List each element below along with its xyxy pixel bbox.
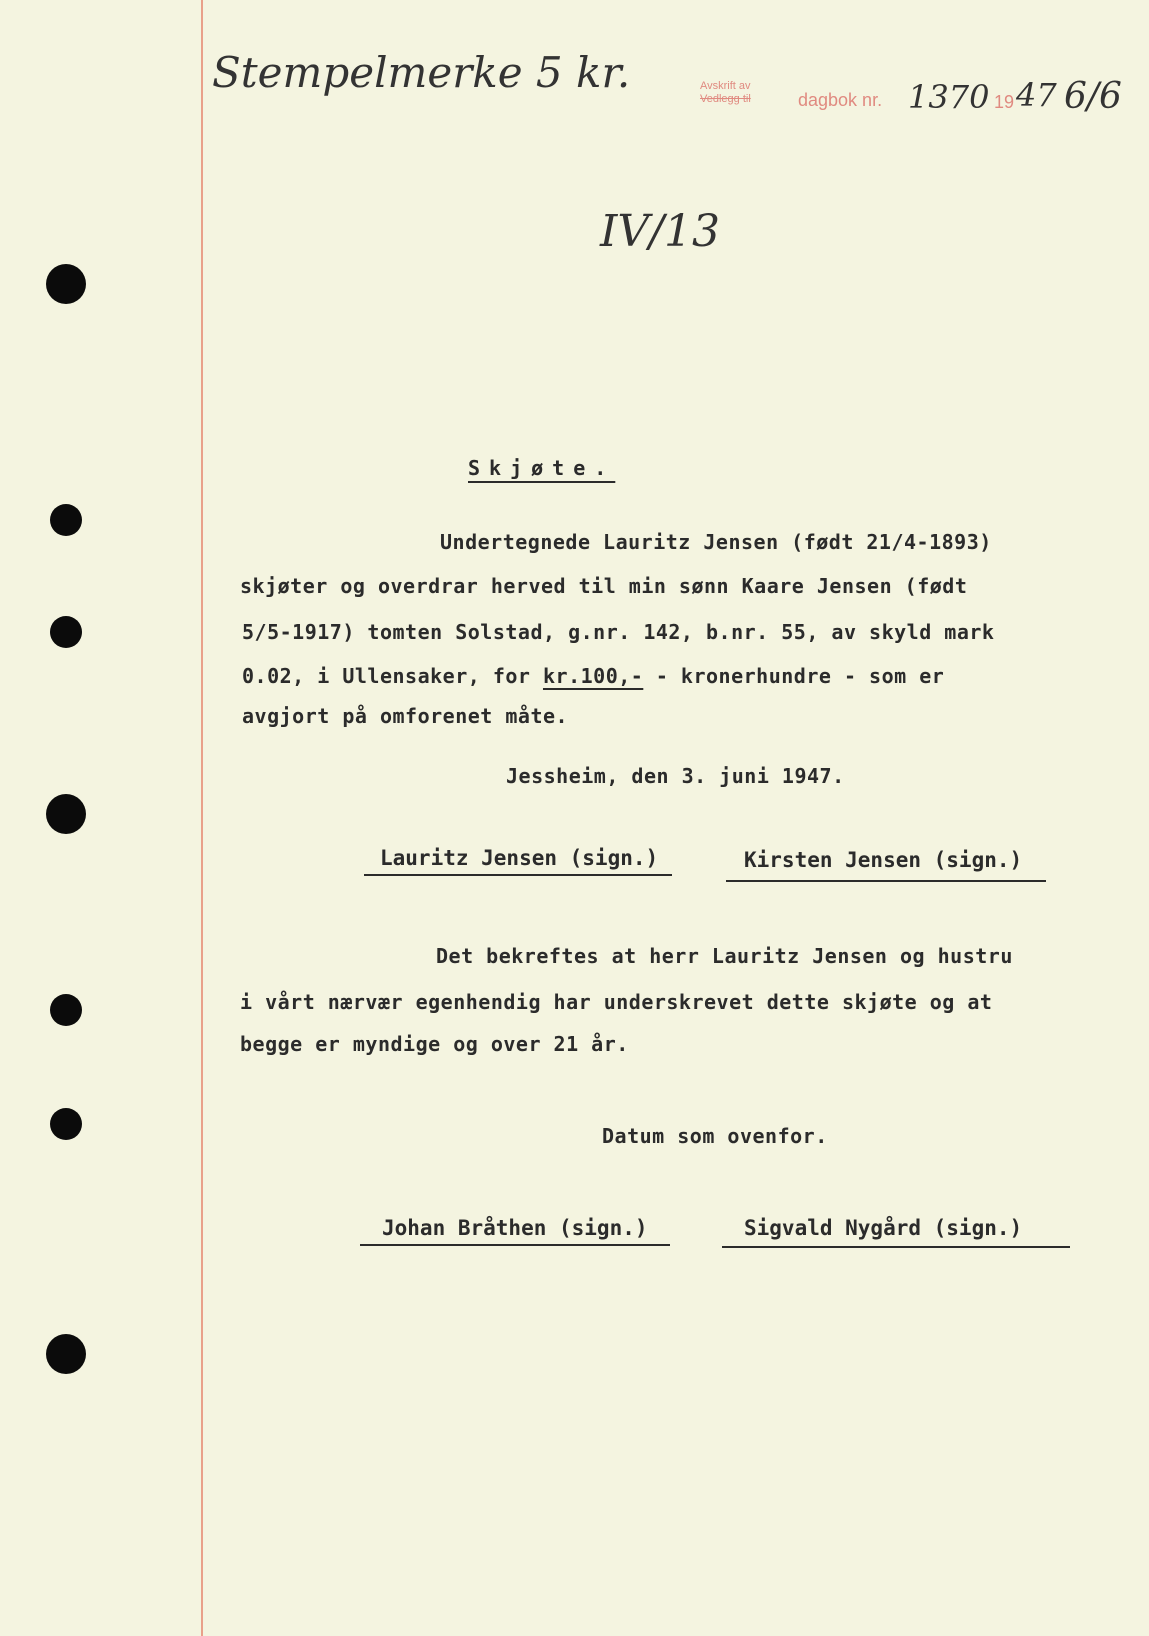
paragraph-1-line-2: skjøter og overdrar herved til min sønn Kaare Jensen (født bbox=[240, 574, 968, 598]
paragraph-2-line-2: i vårt nærvær egenhendig har underskrevet dette skjøte og at bbox=[240, 990, 993, 1014]
margin-line bbox=[201, 0, 203, 1636]
stamp-avskrift bbox=[700, 80, 751, 106]
annotation-roman: IV/13 bbox=[600, 206, 720, 257]
year-suffix: 47 bbox=[1016, 76, 1057, 114]
stamp-dagbok-label: dagbok nr. bbox=[798, 90, 883, 110]
signature-kirsten: Kirsten Jensen (sign.) bbox=[744, 848, 1023, 872]
signature-line bbox=[726, 880, 1046, 882]
line-4-start: 0.02, i Ullensaker, for bbox=[242, 664, 543, 688]
paragraph-1-line-1: Undertegnede Lauritz Jensen (født 21/4-1893) bbox=[440, 530, 992, 554]
punch-hole bbox=[50, 1108, 82, 1140]
punch-hole bbox=[46, 264, 86, 304]
datum-note: Datum som ovenfor. bbox=[602, 1124, 828, 1148]
paragraph-1-line-3: 5/5-1917) tomten Solstad, g.nr. 142, b.nr. 55, av skyld mark bbox=[242, 620, 995, 644]
signature-line bbox=[360, 1244, 670, 1246]
signature-sigvald: Sigvald Nygård (sign.) bbox=[744, 1216, 1023, 1240]
punch-hole bbox=[50, 616, 82, 648]
punch-hole bbox=[46, 794, 86, 834]
punch-hole bbox=[50, 504, 82, 536]
paragraph-2-line-1: Det bekreftes at herr Lauritz Jensen og hustru bbox=[436, 944, 1013, 968]
place-date: Jessheim, den 3. juni 1947. bbox=[506, 764, 845, 788]
paragraph-1-line-4 bbox=[242, 664, 944, 688]
stamp-year-prefix: 19 bbox=[994, 92, 1015, 112]
punch-hole bbox=[46, 1334, 86, 1374]
paragraph-2-line-3: begge er myndige og over 21 år. bbox=[240, 1032, 629, 1056]
signature-line bbox=[722, 1246, 1070, 1248]
stamp-line-2: Vedlegg til bbox=[700, 93, 751, 105]
handwritten-date: 6/6 bbox=[1064, 76, 1122, 117]
document-title: Skjøte. bbox=[468, 456, 616, 480]
paragraph-1-line-5: avgjort på omforenet måte. bbox=[242, 704, 569, 728]
punch-hole bbox=[50, 994, 82, 1026]
stamp-line-1: Avskrift av bbox=[700, 80, 751, 92]
signature-line bbox=[364, 874, 672, 876]
dagbok-number: 1370 bbox=[908, 78, 990, 116]
line-4-end: - kronerhundre - som er bbox=[643, 664, 945, 688]
signature-lauritz: Lauritz Jensen (sign.) bbox=[380, 846, 659, 870]
stamp-duty-note: Stempelmerke 5 kr. bbox=[212, 48, 631, 97]
signature-johan: Johan Bråthen (sign.) bbox=[382, 1216, 648, 1240]
price-amount: kr.100,- bbox=[542, 664, 644, 688]
